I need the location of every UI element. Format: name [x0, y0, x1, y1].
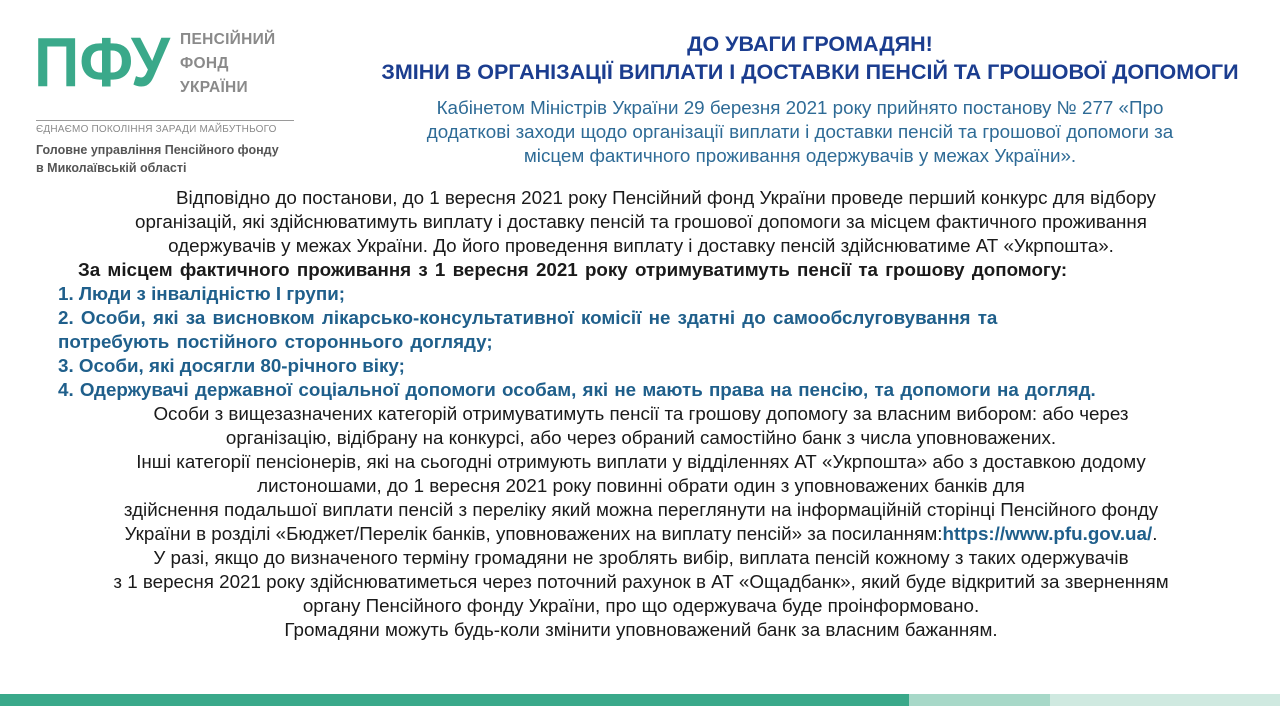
default-line: з 1 вересня 2021 року здійснюватиметься через поточний рахунок в АТ «Ощадбанк», який буде відкритий за зверненням — [113, 571, 1169, 592]
department-name — [36, 141, 279, 177]
intro-line: організацій, які здійснюватимуть виплату і доставку пенсій та грошової допомоги за місцем фактичного проживання — [135, 211, 1147, 232]
pfu-logo — [34, 26, 334, 186]
list-item: 2. Особи, які за висновком лікарсько-консультативної комісії не здатні до самообслуговування та — [58, 307, 998, 328]
page-subtitle-heading: ЗМІНИ В ОРГАНІЗАЦІЇ ВИПЛАТИ І ДОСТАВКИ ПЕНСІЙ ТА ГРОШОВОЇ ДОПОМОГИ — [381, 60, 1239, 84]
svg-text:ПФУ: ПФУ — [34, 26, 172, 96]
logo-fund-name — [180, 28, 276, 100]
list-heading: За місцем фактичного проживання з 1 вересня 2021 року отримуватимуть пенсії та грошову допомогу: — [78, 259, 1068, 280]
announcement-body — [10, 186, 1272, 642]
pfu-website-link[interactable]: https://www.pfu.gov.ua/ — [942, 523, 1153, 544]
link-line-end: . — [1152, 523, 1158, 544]
summary-line: місцем фактичного проживання одержувачів у межах України». — [523, 145, 1077, 166]
intro-line: одержувачів у межах України. До його проведення виплату і доставку пенсій здійснюватиме АТ «Укрпошта». — [168, 235, 1114, 256]
footer-stripe-segment — [1050, 694, 1280, 706]
announcement-header — [340, 30, 1280, 86]
list-item-continuation: потребують постійного стороннього догляду; — [58, 331, 493, 352]
default-line: органу Пенсійного фонду України, про що одержувача буде проінформовано. — [302, 595, 980, 616]
page-title: ДО УВАГИ ГРОМАДЯН! — [687, 32, 933, 56]
choice-line: організацію, відібрану на конкурсі, або через обраний самостійно банк з числа уповноважених. — [225, 427, 1057, 448]
department-line: в Миколаївській області — [36, 161, 187, 175]
intro-line: Відповідно до постанови, до 1 вересня 2021 року Пенсійний фонд України проведе перший конкурс для відбору — [176, 187, 1156, 208]
list-item: 3. Особи, які досягли 80-річного віку; — [58, 355, 405, 376]
footer-stripe-segment — [909, 694, 1050, 706]
department-line: Головне управління Пенсійного фонду — [36, 143, 279, 157]
pfu-logo-mark — [34, 26, 174, 96]
choice-line: Особи з вищезазначених категорій отримуватимуть пенсії та грошову допомогу за власним вибором: або через — [153, 403, 1129, 424]
list-item: 4. Одержувачі державної соціальної допомоги особам, які не мають права на пенсію, та допомоги на догляд. — [58, 379, 1096, 400]
default-line: Громадяни можуть будь-коли змінити уповноважений банк за власним бажанням. — [284, 619, 998, 640]
logo-divider — [36, 120, 294, 121]
resolution-summary — [360, 96, 1240, 168]
footer-stripe-segment — [0, 694, 909, 706]
others-line: здійснення подальшої виплати пенсій з переліку який можна переглянути на інформаційній сторінці Пенсійного фонду — [123, 499, 1159, 520]
default-line: У разі, якщо до визначеного терміну громадяни не зроблять вибір, виплата пенсій кожному з таких одержувачів — [153, 547, 1129, 568]
summary-line: додаткові заходи щодо організації виплати і доставки пенсій та грошової допомоги за — [426, 121, 1174, 142]
others-line: Інші категорії пенсіонерів, які на сьогодні отримують виплати у відділеннях АТ «Укрпошта» або з доставкою додому — [136, 451, 1146, 472]
others-line: листоношами, до 1 вересня 2021 року повинні обрати один з уповноважених банків для — [257, 475, 1025, 496]
summary-line: Кабінетом Міністрів України 29 березня 2021 року прийнято постанову № 277 «Про — [436, 97, 1164, 118]
logo-name-line: ФОНД — [180, 55, 229, 72]
link-line-text: України в розділі «Бюджет/Перелік банків, уповноважених на виплату пенсій» за посиланням: — [124, 523, 943, 544]
logo-name-line: УКРАЇНИ — [180, 79, 248, 96]
list-item: 1. Люди з інвалідністю І групи; — [58, 283, 346, 304]
logo-name-line: ПЕНСІЙНИЙ — [180, 31, 276, 48]
link-line — [10, 522, 1272, 546]
logo-tagline: ЄДНАЄМО ПОКОЛІННЯ ЗАРАДИ МАЙБУТНЬОГО — [36, 124, 277, 135]
footer-stripe — [0, 694, 1280, 706]
